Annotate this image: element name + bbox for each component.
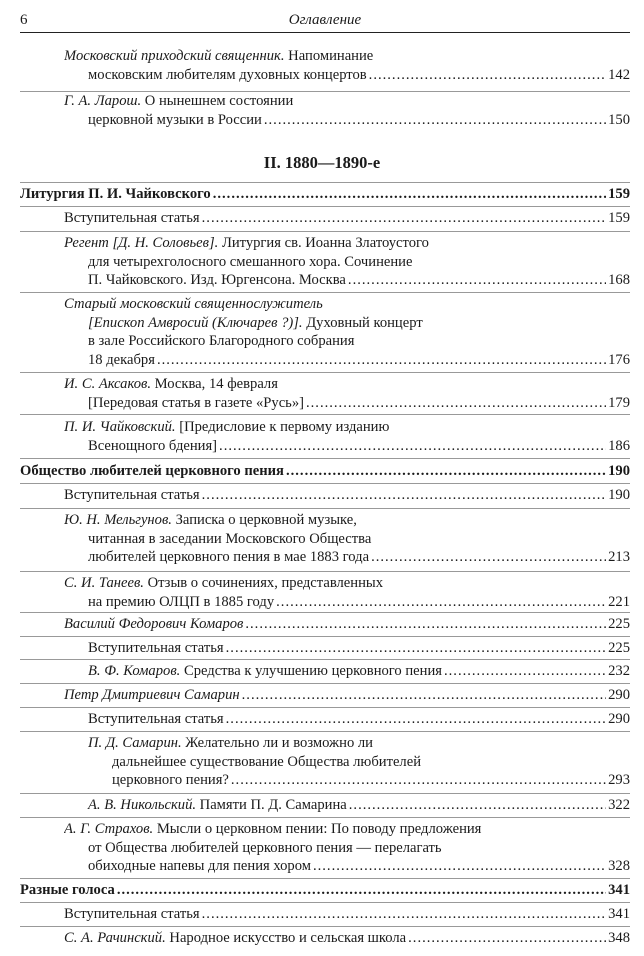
- entry-page: 341: [608, 906, 630, 922]
- running-title: Оглавление: [288, 12, 362, 28]
- entry-page: 348: [608, 930, 630, 946]
- toc-entry[interactable]: [64, 615, 630, 634]
- entry-title: читанная в заседании Московского Общества: [88, 530, 372, 547]
- entry-page: 293: [608, 772, 630, 788]
- entry-author: П. Д. Самарин.: [88, 735, 182, 751]
- entry-author: Г. А. Ларош.: [64, 93, 142, 109]
- entry-author: С. А. Рачинский.: [64, 930, 166, 946]
- page-header: [20, 10, 630, 33]
- entry-title: 18 декабря: [88, 351, 155, 368]
- entry-title: Литургия св. Иоанна Златоустого: [218, 235, 429, 251]
- entry-title: Средства к улучшению церковного пения: [180, 663, 442, 679]
- entry-page: 159: [608, 210, 630, 226]
- divider: [20, 902, 630, 903]
- leader-dots: [226, 710, 606, 729]
- divider: [20, 483, 630, 484]
- entry-title: московским любителям духовных концертов: [88, 66, 367, 83]
- leader-dots: [202, 209, 606, 228]
- entry-title: Вступительная статья: [88, 711, 224, 727]
- entry-title: обиходные напевы для пения хором: [88, 858, 311, 874]
- toc-entry[interactable]: [88, 662, 630, 681]
- entry-title: О нынешнем состоянии: [141, 93, 294, 109]
- leader-dots: [245, 615, 606, 634]
- leader-dots: [349, 796, 606, 815]
- entry-author: Старый московский священнослужитель: [64, 296, 323, 312]
- entry-page: 190: [608, 487, 630, 503]
- leader-dots: [226, 639, 606, 658]
- toc-entry[interactable]: [88, 710, 630, 729]
- toc-entry[interactable]: [64, 47, 630, 84]
- entry-author: А. В. Никольский.: [88, 797, 197, 813]
- entry-author: [Епископ Амвросий (Ключарев ?)].: [88, 314, 303, 331]
- leader-dots: [202, 905, 606, 924]
- entry-title: Записка о церковной музыке,: [171, 512, 357, 528]
- entry-title: любителей церковного пения в мае 1883 года: [88, 549, 370, 565]
- entry-page: 179: [608, 394, 630, 411]
- leader-dots: [202, 486, 606, 505]
- leader-dots: [157, 351, 606, 370]
- entry-page: 213: [608, 549, 630, 565]
- section-title: II. 1880—1890-е: [263, 153, 381, 172]
- leader-dots: [231, 771, 606, 790]
- leader-dots: [313, 857, 606, 876]
- leader-dots: [219, 437, 606, 456]
- toc-entry[interactable]: [64, 929, 630, 948]
- entry-title: Мысли о церковном пении: По поводу предложения: [153, 821, 482, 837]
- leader-dots: [306, 394, 606, 413]
- divider: [20, 926, 630, 927]
- leader-dots: [444, 662, 606, 681]
- divider: [20, 571, 630, 572]
- toc-chapter[interactable]: [20, 185, 630, 204]
- toc-entry[interactable]: [64, 511, 630, 567]
- toc-entry[interactable]: [64, 418, 630, 455]
- divider: [20, 636, 630, 637]
- page-number: 6: [20, 12, 28, 28]
- entry-title: Напоминание: [284, 48, 374, 64]
- entry-title: Василий Федорович Комаров: [64, 616, 244, 632]
- divider: [20, 707, 630, 708]
- entry-page: 290: [608, 687, 630, 703]
- entry-title: П. Чайковского. Изд. Юргенсона. Москва: [88, 272, 346, 288]
- entry-author: С. И. Танеев.: [64, 575, 144, 591]
- entry-title: Петр Дмитриевич Самарин: [64, 687, 240, 703]
- entry-title: Общество любителей церковного пения: [20, 463, 284, 479]
- entry-title: [Предисловие к первому изданию: [175, 419, 390, 435]
- divider: [20, 458, 630, 459]
- toc-entry[interactable]: [64, 486, 630, 505]
- entry-title: Вступительная статья: [64, 210, 200, 226]
- leader-dots: [371, 548, 606, 567]
- leader-dots: [117, 881, 606, 900]
- divider: [20, 793, 630, 794]
- leader-dots: [213, 185, 606, 204]
- entry-author: П. И. Чайковский.: [64, 419, 176, 435]
- entry-page: 322: [608, 797, 630, 813]
- leader-dots: [264, 111, 606, 130]
- entry-title: Вступительная статья: [64, 487, 200, 503]
- entry-page: 186: [608, 437, 630, 454]
- toc-entry[interactable]: [88, 734, 630, 790]
- divider: [20, 372, 630, 373]
- entry-author: В. Ф. Комаров.: [88, 663, 181, 679]
- toc-entry[interactable]: [64, 295, 630, 369]
- entry-title: дальнейшее существование Общества любителей: [112, 753, 421, 770]
- entry-title: от Общества любителей церковного пения — перелагать: [88, 839, 442, 856]
- entry-page: 176: [608, 351, 630, 368]
- divider: [20, 683, 630, 684]
- divider: [20, 206, 630, 207]
- entry-title: Желательно ли и возможно ли: [181, 735, 373, 751]
- divider: [20, 508, 630, 509]
- entry-title: Народное искусство и сельская школа: [165, 930, 407, 946]
- entry-page: 341: [608, 882, 630, 898]
- divider: [20, 659, 630, 660]
- divider: [20, 231, 630, 232]
- entry-page: 221: [608, 593, 630, 610]
- toc-entry[interactable]: [64, 686, 630, 705]
- toc-entry[interactable]: [64, 92, 630, 129]
- entry-page: 328: [608, 858, 630, 874]
- entry-page: 225: [608, 640, 630, 656]
- leader-dots: [348, 271, 606, 290]
- entry-page: 190: [608, 463, 630, 479]
- entry-author: А. Г. Страхов.: [64, 821, 154, 837]
- toc-chapter[interactable]: [20, 462, 630, 481]
- entry-title: на премию ОЛЦП в 1885 году: [88, 593, 275, 610]
- entry-page: 142: [608, 66, 630, 83]
- toc-entry[interactable]: [88, 639, 630, 658]
- entry-page: 290: [608, 711, 630, 727]
- entry-author: Регент [Д. Н. Соловьев].: [64, 235, 219, 251]
- entry-page: 168: [608, 272, 630, 288]
- toc-entry[interactable]: [64, 574, 630, 611]
- entry-title: церковной музыки в России: [88, 111, 262, 128]
- entry-title: Духовный концерт: [302, 314, 423, 331]
- entry-title: церковного пения?: [112, 772, 229, 788]
- entry-author: Ю. Н. Мельгунов.: [64, 512, 172, 528]
- entry-page: 232: [608, 663, 630, 679]
- toc-chapter[interactable]: [20, 881, 630, 900]
- leader-dots: [369, 66, 606, 85]
- divider: [20, 182, 630, 183]
- toc-entry[interactable]: [64, 375, 630, 412]
- divider: [20, 414, 630, 415]
- divider: [20, 817, 630, 818]
- entry-title: Вступительная статья: [64, 906, 200, 922]
- toc-entry[interactable]: [64, 905, 630, 924]
- entry-title: Москва, 14 февраля: [151, 376, 278, 392]
- toc-entry[interactable]: [64, 820, 630, 876]
- entry-page: 225: [608, 616, 630, 632]
- toc-entry[interactable]: [64, 234, 630, 290]
- entry-title: Вступительная статья: [88, 640, 224, 656]
- entry-author: Московский приходский священник.: [64, 48, 285, 64]
- entry-title: Литургия П. И. Чайковского: [20, 186, 211, 202]
- entry-page: 159: [608, 186, 630, 202]
- divider: [20, 878, 630, 879]
- leader-dots: [242, 686, 606, 705]
- entry-title: Всенощного бдения]: [88, 437, 218, 454]
- divider: [20, 731, 630, 732]
- entry-title: [Передовая статья в газете «Русь»]: [88, 394, 304, 411]
- divider: [20, 292, 630, 293]
- entry-title: Разные голоса: [20, 882, 115, 898]
- toc-entry[interactable]: [64, 209, 630, 228]
- entry-page: 150: [608, 111, 630, 128]
- entry-author: И. С. Аксаков.: [64, 376, 151, 392]
- entry-title: в зале Российского Благородного собрания: [88, 333, 355, 349]
- entry-title: Отзыв о сочинениях, представленных: [143, 575, 384, 591]
- entry-title: для четырехголосного смешанного хора. Сочинение: [88, 253, 413, 270]
- leader-dots: [408, 929, 606, 948]
- leader-dots: [276, 593, 606, 612]
- divider: [20, 612, 630, 613]
- toc-entry[interactable]: [88, 796, 630, 815]
- entry-title: Памяти П. Д. Самарина: [196, 797, 347, 813]
- leader-dots: [286, 462, 606, 481]
